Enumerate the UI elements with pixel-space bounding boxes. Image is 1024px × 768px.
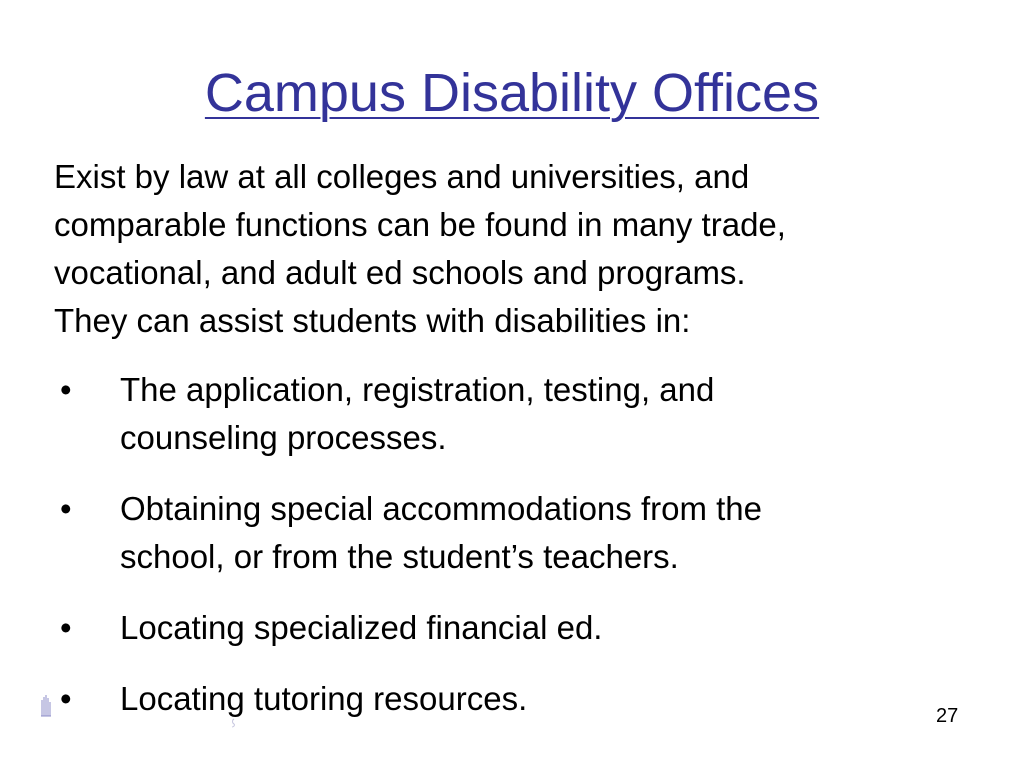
- intro-line: They can assist students with disabilities in:: [54, 302, 691, 339]
- bullet-text: [120, 366, 954, 462]
- slide-title: Campus Disability Offices: [204, 63, 820, 123]
- intro-line: vocational, and adult ed schools and programs.: [54, 254, 746, 291]
- bullet-line: school, or from the student’s teachers.: [120, 538, 679, 575]
- bullet-line: Locating tutoring resources.: [120, 680, 528, 717]
- bullet-item: [54, 485, 954, 581]
- bullet-list: [54, 366, 954, 723]
- bullet-item: [54, 604, 954, 652]
- bullet-item: [54, 366, 954, 462]
- bullet-icon: •: [60, 609, 72, 646]
- logo-mark-icon: [40, 692, 52, 718]
- intro-paragraph: [54, 153, 974, 345]
- bullet-text: [120, 675, 954, 723]
- bullet-icon: •: [60, 490, 72, 527]
- bullet-line: Locating specialized financial ed.: [120, 609, 603, 646]
- bullet-icon: •: [60, 680, 72, 717]
- intro-line: Exist by law at all colleges and universities, and: [54, 158, 750, 195]
- intro-line: comparable functions can be found in many trade,: [54, 206, 786, 243]
- bullet-text: [120, 485, 954, 581]
- watermark-fragment-icon: [230, 718, 236, 728]
- bullet-item: [54, 675, 954, 723]
- bullet-text: [120, 604, 954, 652]
- bullet-line: Obtaining special accommodations from the: [120, 490, 762, 527]
- bullet-line: counseling processes.: [120, 419, 447, 456]
- bullet-icon: •: [60, 371, 72, 408]
- page-number: 27: [936, 705, 959, 727]
- bullet-line: The application, registration, testing, and: [120, 371, 715, 408]
